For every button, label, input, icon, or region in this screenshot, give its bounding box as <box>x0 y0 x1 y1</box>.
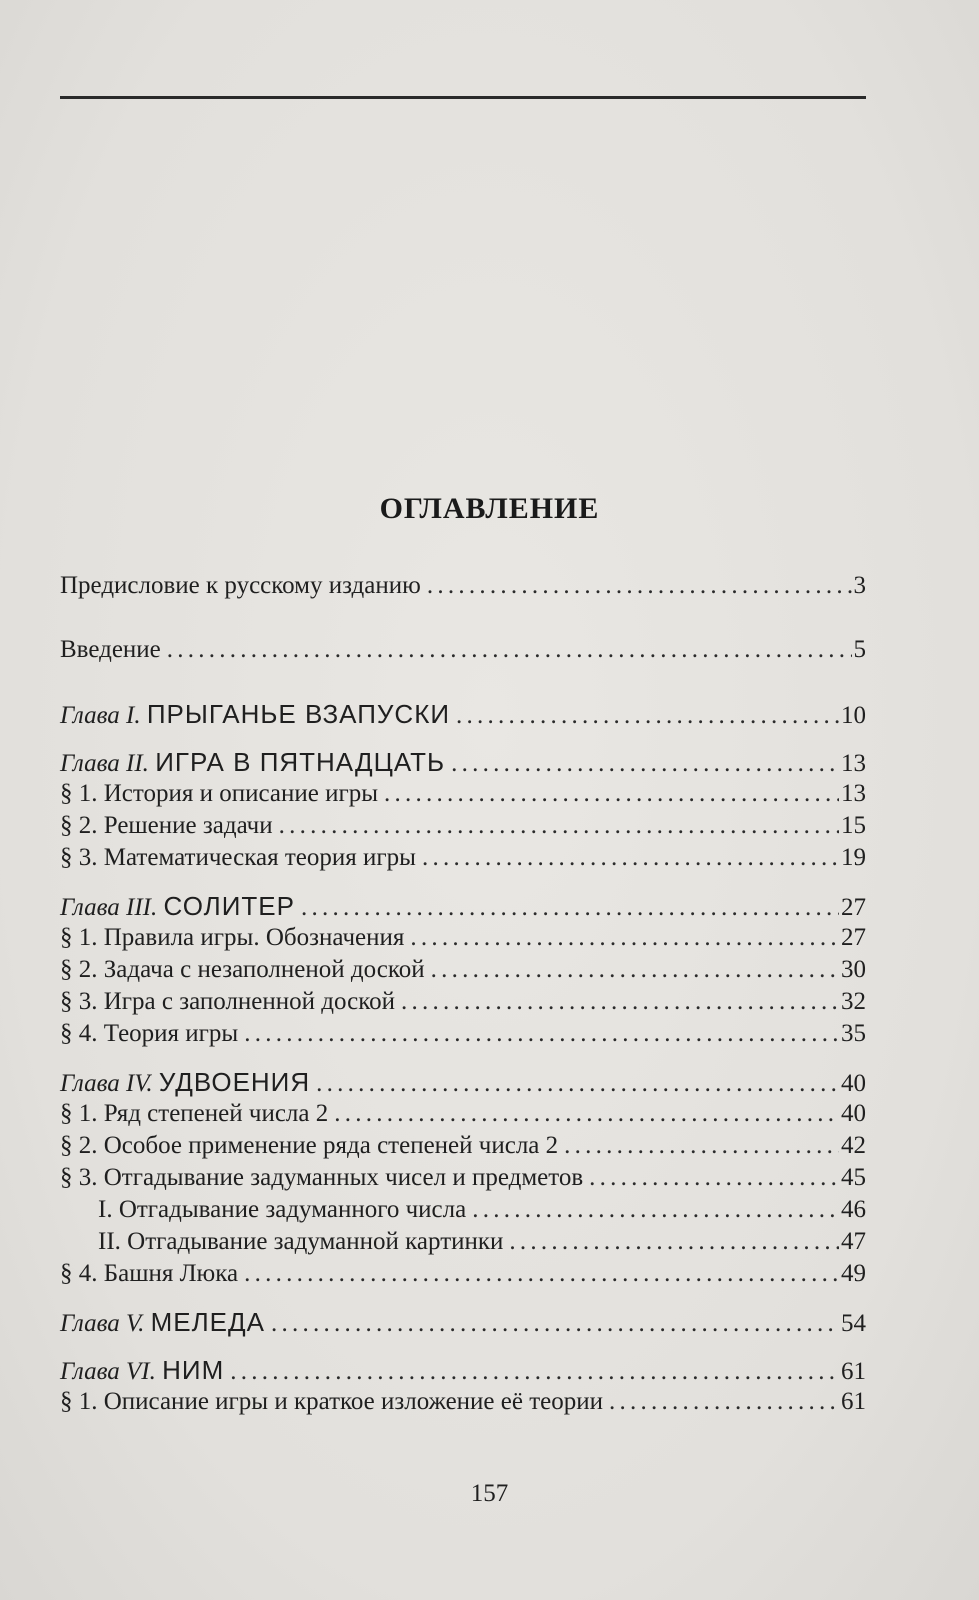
toc-page-number: 27 <box>841 924 866 951</box>
toc-page-number: 30 <box>841 956 866 983</box>
dot-leader <box>279 810 839 842</box>
dot-leader <box>384 778 839 810</box>
toc-page-number: 61 <box>841 1388 866 1415</box>
toc-section-label: § 2. Решение задачи <box>60 812 273 839</box>
toc-page-number: 46 <box>841 1196 866 1223</box>
top-rule <box>60 96 866 99</box>
toc-section-label: § 3. Отгадывание задуманных чисел и предметов <box>60 1164 584 1191</box>
chapter-name: СОЛИТЕР <box>163 891 295 921</box>
dot-leader <box>271 1308 839 1340</box>
dot-leader <box>589 1162 839 1194</box>
toc-chapter-label <box>60 1306 265 1340</box>
dot-leader <box>564 1130 839 1162</box>
page-number: 157 <box>470 1480 509 1507</box>
toc-section-label: § 1. История и описание игры <box>60 780 379 807</box>
dot-leader <box>427 570 852 602</box>
toc-section <box>60 954 866 986</box>
chapter-name: МЕЛЕДА <box>150 1307 265 1337</box>
toc-section-label: § 2. Задача с незаполненой доской <box>60 956 425 983</box>
chapter-prefix: Глава V. <box>60 1310 145 1337</box>
dot-leader <box>334 1098 839 1130</box>
toc-chapter-5 <box>60 1306 866 1338</box>
toc-section <box>60 922 866 954</box>
toc-section <box>60 842 866 874</box>
toc-section-label: § 4. Башня Люка <box>60 1260 239 1287</box>
dot-leader <box>230 1356 839 1388</box>
toc-page-number: 3 <box>853 572 866 599</box>
chapter-prefix: Глава IV. <box>60 1070 153 1097</box>
toc-page-number: 27 <box>841 894 866 921</box>
toc-section-label: § 1. Правила игры. Обозначения <box>60 924 405 951</box>
toc-page-number: 15 <box>841 812 866 839</box>
dot-leader <box>316 1068 839 1100</box>
toc-chapter-1 <box>60 698 866 730</box>
dot-leader <box>401 986 839 1018</box>
chapter-name: НИМ <box>162 1355 225 1385</box>
toc-section <box>60 1162 866 1194</box>
toc-section-label: § 1. Ряд степеней числа 2 <box>60 1100 329 1127</box>
toc-page-number: 5 <box>853 636 866 663</box>
dot-leader <box>244 1258 839 1290</box>
dot-leader <box>244 1018 839 1050</box>
toc-chapter-3 <box>60 890 866 922</box>
toc-chapter-label <box>60 1354 224 1388</box>
dot-leader <box>472 1194 839 1226</box>
toc-section <box>60 810 866 842</box>
toc-subsection <box>60 1194 866 1226</box>
toc-chapter-label <box>60 1066 310 1100</box>
toc-section-label: § 3. Математическая теория игры <box>60 844 416 871</box>
toc-section <box>60 986 866 1018</box>
dot-leader <box>431 954 839 986</box>
toc-entry-label: Введение <box>60 636 161 663</box>
toc-section <box>60 778 866 810</box>
toc-section <box>60 1018 866 1050</box>
toc-section <box>60 1098 866 1130</box>
toc-chapter-label <box>60 890 295 924</box>
dot-leader <box>456 700 839 732</box>
dot-leader <box>301 892 839 924</box>
toc-section-label: § 1. Описание игры и краткое изложение её теории <box>60 1388 603 1415</box>
toc-page-number: 19 <box>841 844 866 871</box>
dot-leader <box>509 1226 839 1258</box>
toc-section-label: § 3. Игра с заполненной доской <box>60 988 395 1015</box>
chapter-prefix: Глава III. <box>60 894 158 921</box>
toc-page-number: 40 <box>841 1070 866 1097</box>
toc-page-number: 13 <box>841 780 866 807</box>
toc-chapter-2 <box>60 746 866 778</box>
toc-section <box>60 1258 866 1290</box>
toc-section <box>60 1386 866 1418</box>
toc-chapter-4 <box>60 1066 866 1098</box>
toc-page-number: 49 <box>841 1260 866 1287</box>
toc-section <box>60 1130 866 1162</box>
toc-page-number: 61 <box>841 1358 866 1385</box>
toc-chapter-6 <box>60 1354 866 1386</box>
dot-leader <box>422 842 839 874</box>
toc-page-number: 13 <box>841 750 866 777</box>
toc-section-label: § 2. Особое применение ряда степеней числа 2 <box>60 1132 559 1159</box>
chapter-prefix: Глава VI. <box>60 1358 156 1385</box>
toc-entry-intro <box>60 634 866 666</box>
toc-entry-preface <box>60 570 866 602</box>
toc-subsection <box>60 1226 866 1258</box>
dot-leader <box>410 922 839 954</box>
toc-page-number: 42 <box>841 1132 866 1159</box>
chapter-name: УДВОЕНИЯ <box>158 1067 311 1097</box>
toc-chapter-label <box>60 746 445 780</box>
toc-page-number: 54 <box>841 1310 866 1337</box>
chapter-prefix: Глава I. <box>60 702 141 729</box>
toc-page-number: 10 <box>841 702 866 729</box>
toc-subsection-label: II. Отгадывание задуманной картинки <box>98 1228 504 1255</box>
toc-section-label: § 4. Теория игры <box>60 1020 239 1047</box>
toc-page-number: 35 <box>841 1020 866 1047</box>
chapter-name: ИГРА В ПЯТНАДЦАТЬ <box>155 747 446 777</box>
toc-page-number: 40 <box>841 1100 866 1127</box>
dot-leader <box>609 1386 839 1418</box>
toc-entry-label: Предисловие к русскому изданию <box>60 572 421 599</box>
toc-chapter-label <box>60 698 450 732</box>
dot-leader <box>451 748 839 780</box>
page-title: ОГЛАВЛЕНИЕ <box>379 492 600 525</box>
table-of-contents <box>60 570 866 1418</box>
chapter-prefix: Глава II. <box>60 750 149 777</box>
chapter-name: ПРЫГАНЬЕ ВЗАПУСКИ <box>146 699 451 729</box>
toc-page-number: 45 <box>841 1164 866 1191</box>
toc-subsection-label: I. Отгадывание задуманного числа <box>98 1196 467 1223</box>
dot-leader <box>167 634 852 666</box>
toc-page-number: 47 <box>841 1228 866 1255</box>
toc-page-number: 32 <box>841 988 866 1015</box>
